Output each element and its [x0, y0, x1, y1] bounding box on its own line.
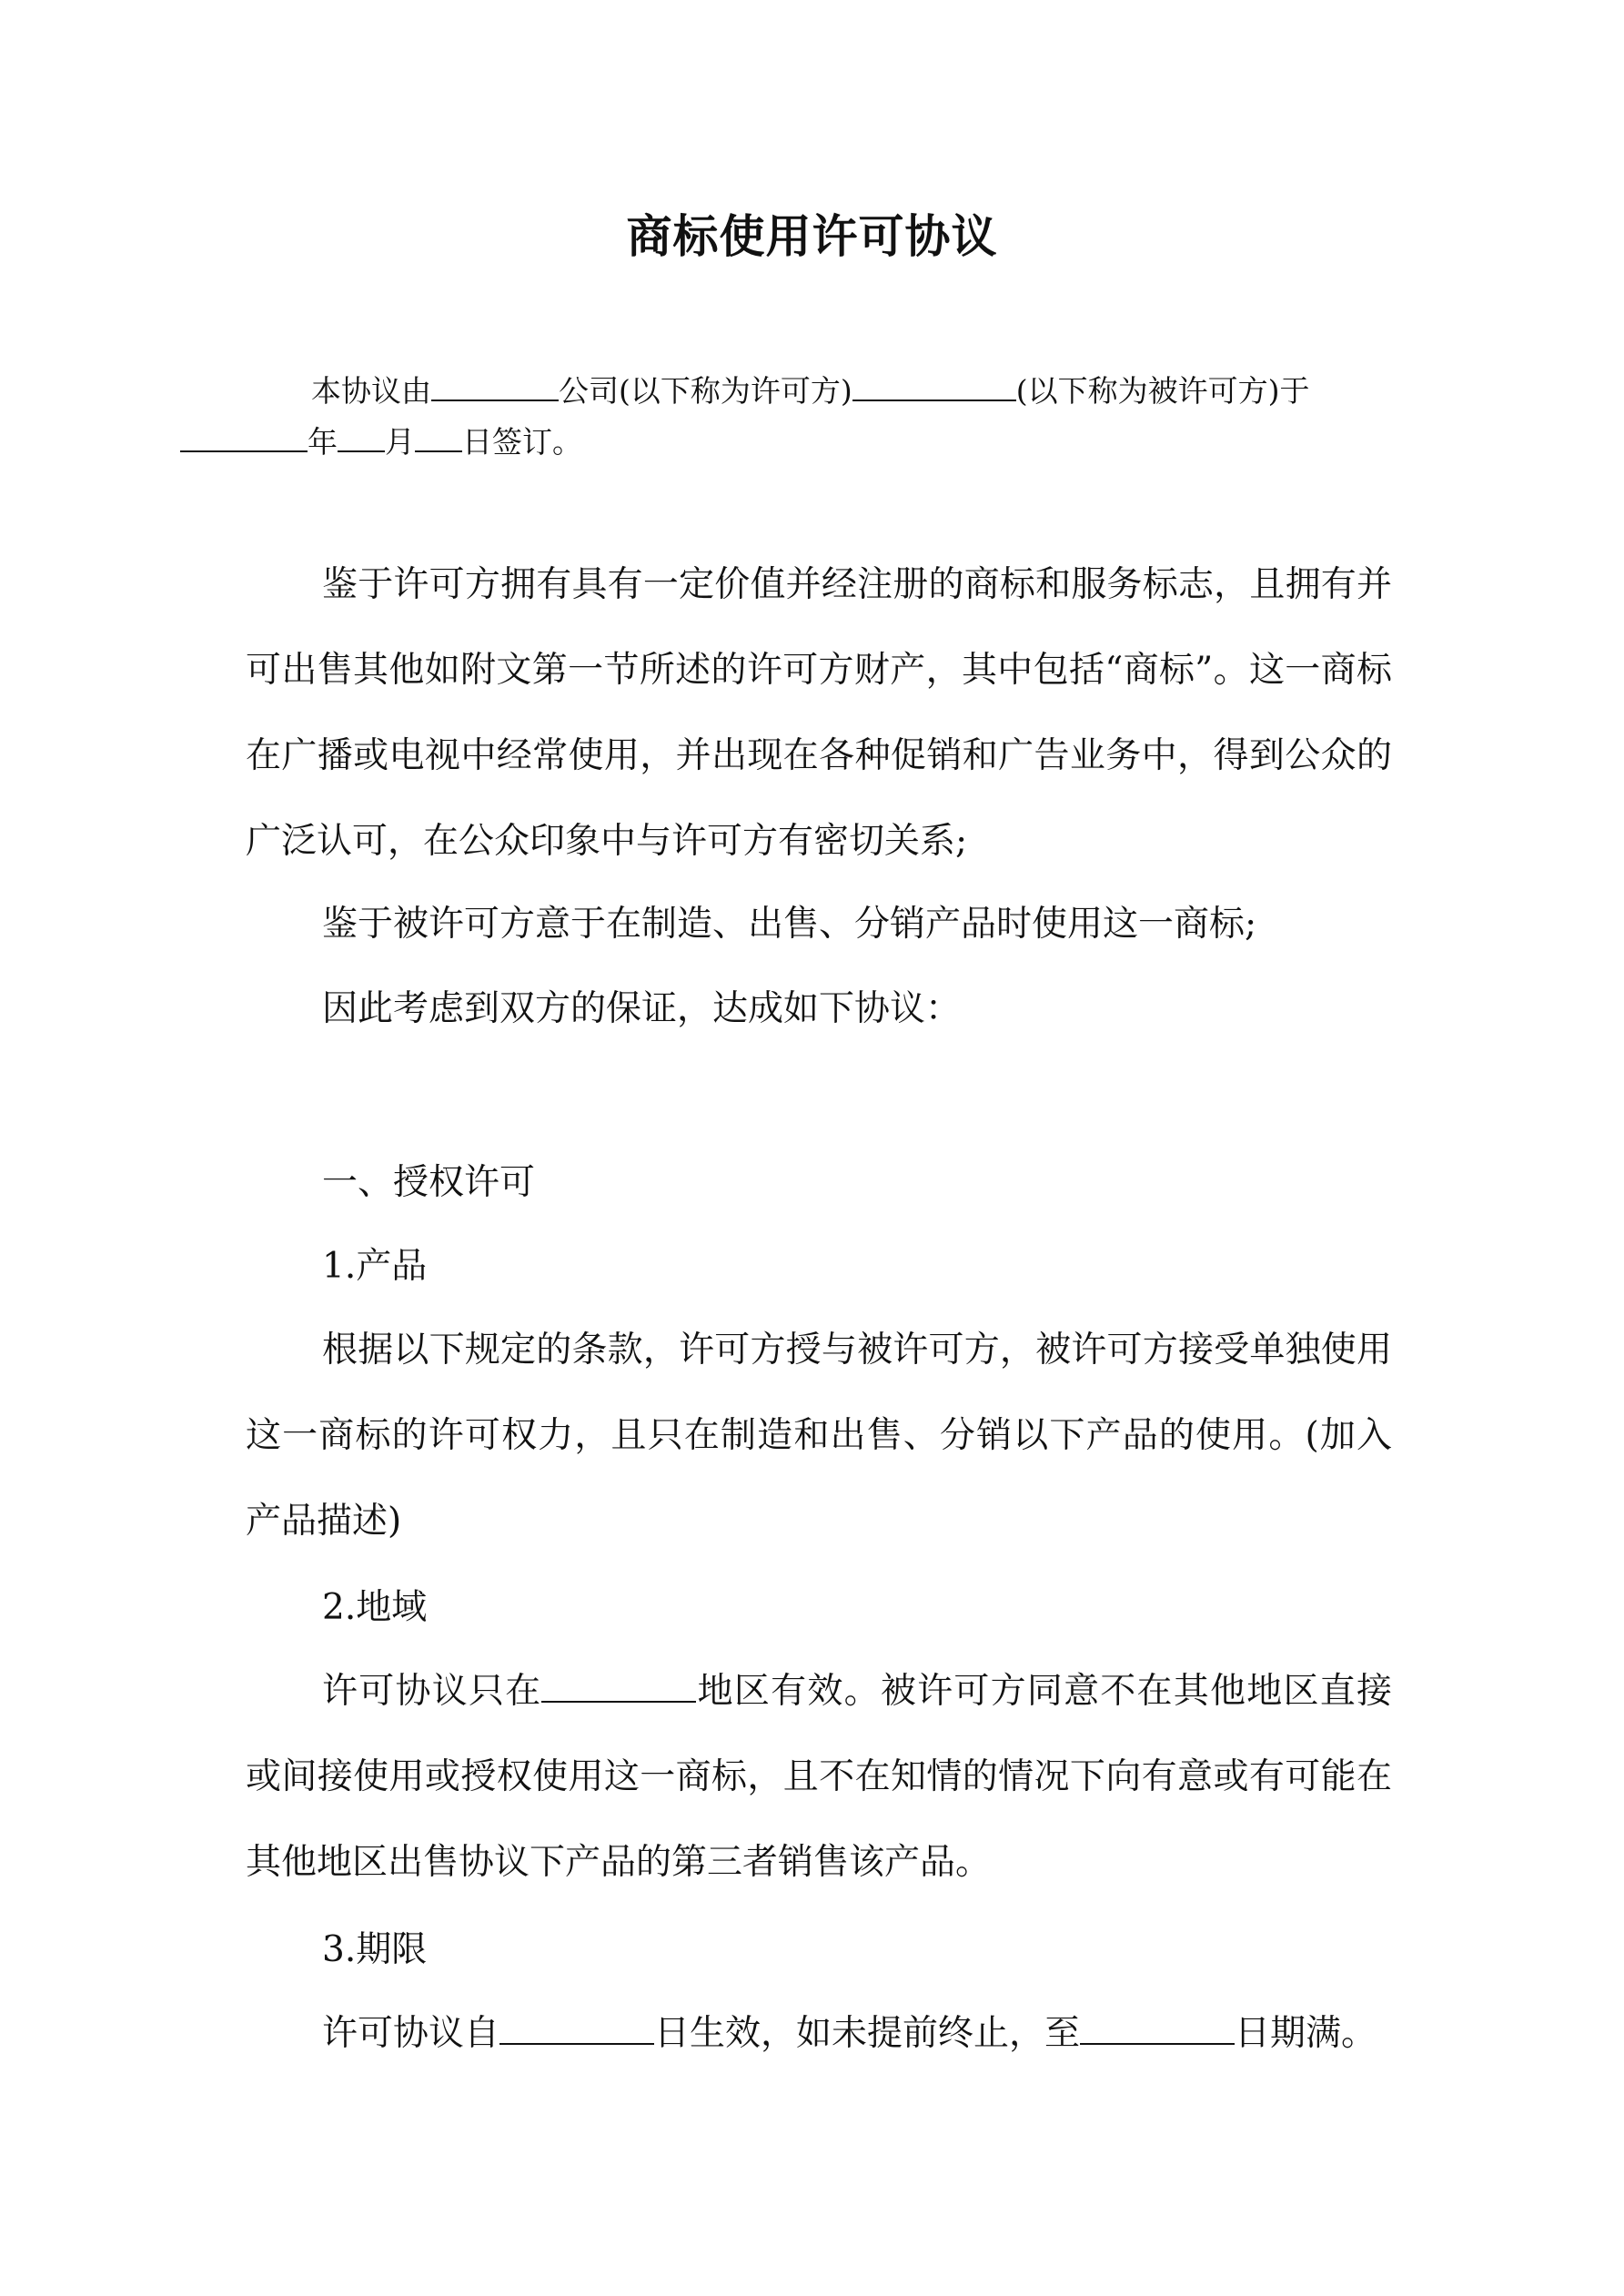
sign-day-blank[interactable]	[415, 423, 462, 452]
recital-paragraph-3: 因此考虑到双方的保证，达成如下协议：	[322, 988, 962, 1029]
region-text-2: 地区有效。被许可方同意不在其他地区直接或间接使用或授权使用这一商标，且不在知情的情况下向有意或有可能在其他地区出售协议下产品的第三者销售该产品。	[246, 1671, 1392, 1883]
term-end-blank[interactable]	[1080, 2010, 1235, 2045]
region-blank[interactable]	[541, 1668, 696, 1703]
intro-text-1: 本协议由	[311, 373, 431, 409]
intro-text-3: (以下称为被许可方)于	[1015, 373, 1310, 409]
sign-month-blank[interactable]	[338, 423, 385, 452]
subheading-product: 1.产品	[322, 1246, 428, 1287]
product-paragraph: 根据以下规定的条款，许可方授与被许可方，被许可方接受单独使用这一商标的许可权力，且只在制造和出售、分销以下产品的使用。(加入产品描述)	[246, 1330, 1392, 1542]
section-heading-license: 一、授权许可	[322, 1162, 536, 1203]
intro-text-day: 日签订。	[462, 424, 582, 460]
recital-paragraph-2: 鉴于被许可方意于在制造、出售、分销产品时使用这一商标;	[322, 904, 1257, 945]
intro-text-year: 年	[308, 424, 338, 460]
term-text-3: 日期满。	[1235, 2013, 1377, 2054]
subheading-term: 3.期限	[322, 1929, 428, 1970]
subheading-region: 2.地域	[322, 1587, 428, 1628]
term-text-1: 许可协议自	[322, 2013, 500, 2054]
intro-text-month: 月	[385, 424, 415, 460]
recital-paragraph-1: 鉴于许可方拥有具有一定价值并经注册的商标和服务标志，且拥有并可出售其他如附文第一节所述的许可方财产，其中包括“商标”。这一商标在广播或电视中经常使用，并出现在各种促销和广告业务中，得到公众的广泛认可，在公众印象中与许可方有密切关系;	[246, 564, 1392, 862]
licensor-name-blank[interactable]	[431, 372, 559, 401]
intro-text-2: 公司(以下称为许可方)	[559, 373, 852, 409]
region-text-1: 许可协议只在	[322, 1671, 542, 1712]
document-title: 商标使用许可协议	[626, 209, 998, 263]
licensee-name-blank[interactable]	[852, 372, 1016, 401]
sign-year-blank[interactable]	[180, 423, 308, 452]
term-start-blank[interactable]	[499, 2010, 654, 2045]
region-paragraph	[246, 1649, 1392, 1906]
term-paragraph	[322, 1991, 1377, 2077]
term-text-2: 日生效，如未提前终止，至	[654, 2013, 1081, 2054]
intro-paragraph	[246, 366, 1392, 468]
